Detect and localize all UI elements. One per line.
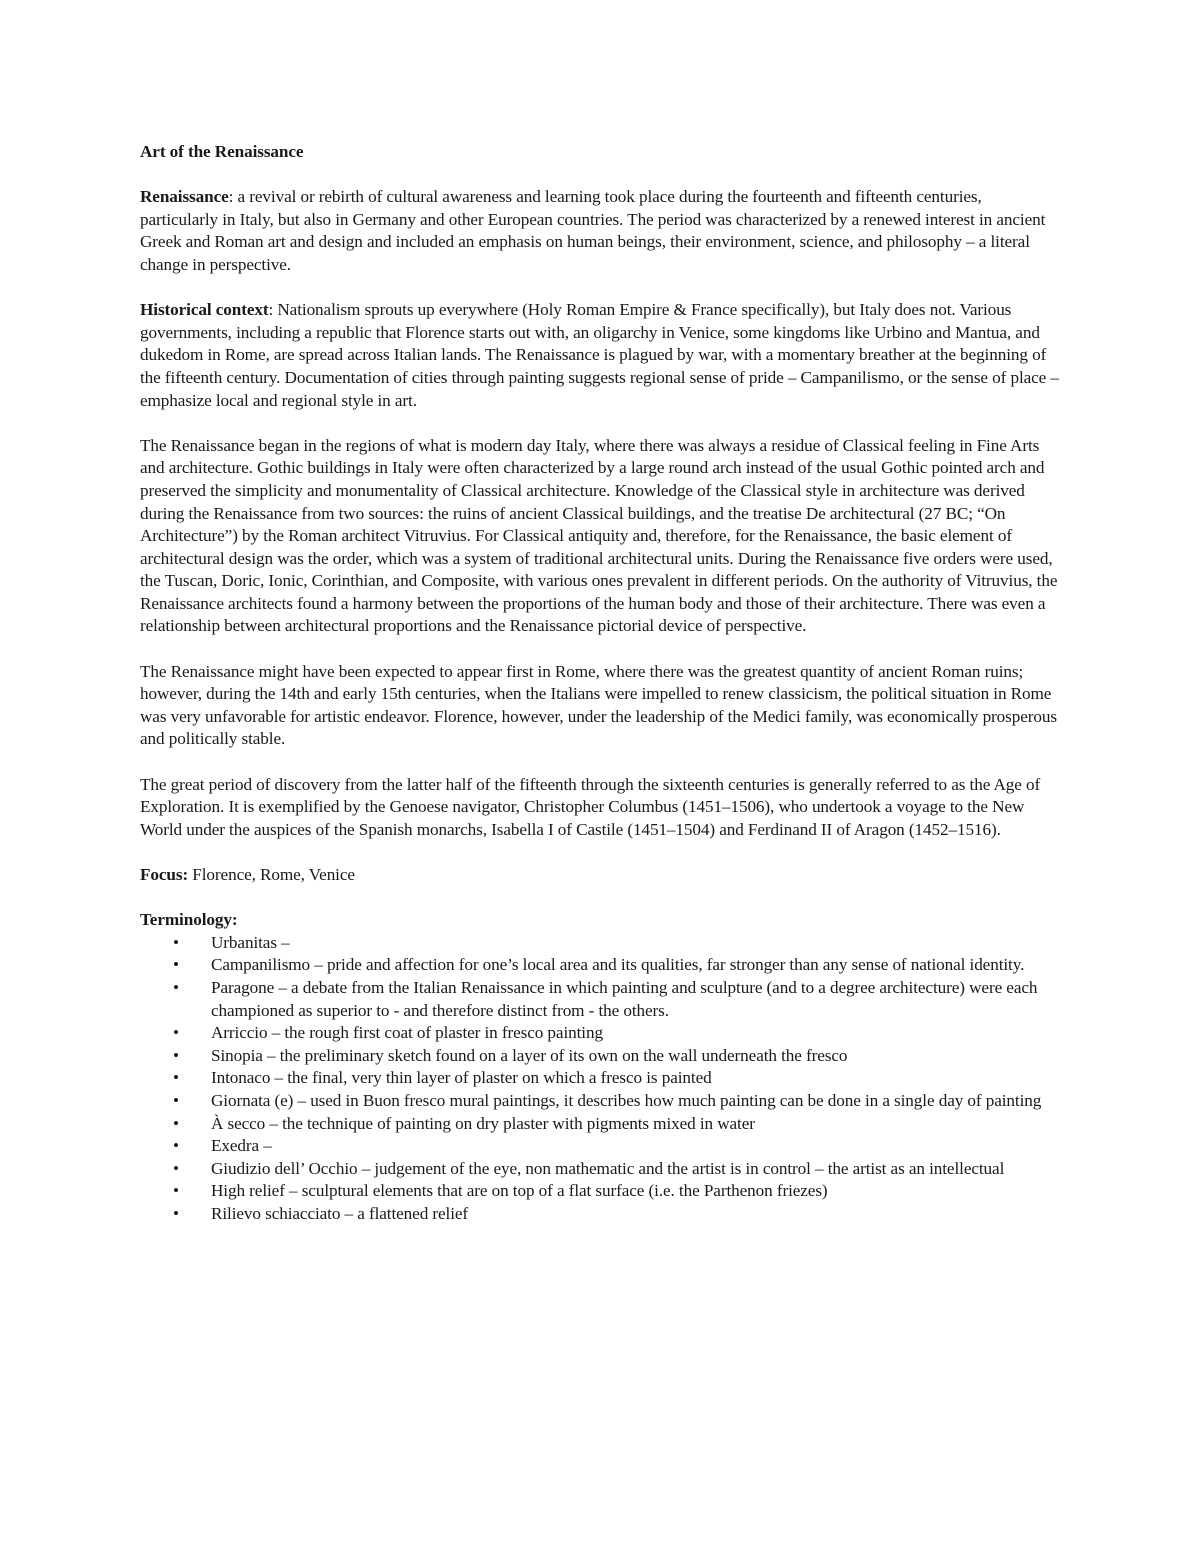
focus-label: Focus: <box>140 865 189 884</box>
list-item <box>140 1180 1060 1203</box>
bullet-icon: • <box>173 1203 179 1223</box>
bullet-icon: • <box>173 1136 179 1156</box>
bullet-icon: • <box>173 932 179 952</box>
list-item <box>140 1090 1060 1113</box>
term-text: Sinopia – the preliminary sketch found on a layer of its own on the wall underneath the fresco <box>211 1045 848 1065</box>
term-text: Giudizio dell’ Occhio – judgement of the eye, non mathematic and the artist is in control – the artist as an intellectual <box>211 1158 1005 1178</box>
renaissance-label: Renaissance <box>140 187 229 207</box>
renaissance-text: : a revival or rebirth of cultural awareness and learning took place during the fourteenth and fifteenth centuries, particularly in Italy, but also in Germany and other European countries. The period was characterized by a renewed interest in ancient Greek and Roman art and design and included an emphasis on human beings, their environment, science, and philosophy – a literal change in perspective. <box>140 187 1046 274</box>
bullet-icon: • <box>173 1181 179 1201</box>
term-text: Intonaco – the final, very thin layer of plaster on which a fresco is painted <box>211 1068 712 1088</box>
list-item <box>140 977 1060 1022</box>
term-text: Paragone – a debate from the Italian Renaissance in which painting and sculpture (and to a degree architecture) were each championed as superior to - and therefore distinct from - the others. <box>211 977 1038 1020</box>
list-item <box>140 1158 1060 1181</box>
term-text: Urbanitas – <box>211 932 290 952</box>
list-item <box>140 1067 1060 1090</box>
term-text: Campanilismo – pride and affection for one’s local area and its qualities, far stronger than any sense of national identity. <box>211 955 1025 975</box>
list-item <box>140 1045 1060 1068</box>
bullet-icon: • <box>173 1090 179 1110</box>
document-page <box>140 141 1060 1226</box>
bullet-icon: • <box>173 977 179 997</box>
terminology-heading: Terminology: <box>140 910 238 930</box>
list-item <box>140 1135 1060 1158</box>
list-item <box>140 954 1060 977</box>
historical-context-text: : Nationalism sprouts up everywhere (Holy Roman Empire & France specifically), but Italy does not. Various governments, including a republic that Florence starts out with, an oligarchy in Venice, some kingdoms like Urbino and Mantua, and dukedom in Rome, are spread across Italian lands. The Renaissance is plagued by war, with a momentary breather at the beginning of the fifteenth century. Documentation of cities through painting suggests regional sense of pride – Campanilismo, or the sense of place – emphasize local and regional style in art. <box>140 300 1059 410</box>
document-title: Art of the Renaissance <box>140 142 304 161</box>
bullet-icon: • <box>173 1158 179 1178</box>
terminology-list <box>140 932 1060 1226</box>
term-text: High relief – sculptural elements that are on top of a flat surface (i.e. the Parthenon friezes) <box>211 1181 828 1201</box>
bullet-icon: • <box>173 1068 179 1088</box>
bullet-icon: • <box>173 955 179 975</box>
historical-context-paragraph <box>140 299 1060 412</box>
body-paragraph-architecture: The Renaissance began in the regions of what is modern day Italy, where there was always a residue of Classical feeling in Fine Arts and architecture. Gothic buildings in Italy were often characterized by a large round arch instead of the usual Gothic pointed arch and preserved the simplicity and monumentality of Classical architecture. Knowledge of the Classical style in architecture was derived during the Renaissance from two sources: the ruins of ancient Classical buildings, and the treatise De architectural (27 BC; “On Architecture”) by the Roman architect Vitruvius. For Classical antiquity and, therefore, for the Renaissance, the basic element of architectural design was the order, which was a system of traditional architectural units. During the Renaissance five orders were used, the Tuscan, Doric, Ionic, Corinthian, and Composite, with various ones prevalent in different periods. On the authority of Vitruvius, the Renaissance architects found a harmony between the proportions of the human body and those of their architecture. There was even a relationship between architectural proportions and the Renaissance pictorial device of perspective. <box>140 435 1058 636</box>
term-text: À secco – the technique of painting on dry plaster with pigments mixed in water <box>211 1113 755 1133</box>
renaissance-paragraph <box>140 186 1060 276</box>
focus-paragraph <box>140 864 1060 887</box>
bullet-icon: • <box>173 1023 179 1043</box>
bullet-icon: • <box>173 1045 179 1065</box>
historical-context-label: Historical context <box>140 300 269 320</box>
term-text: Exedra – <box>211 1136 272 1156</box>
focus-text: Florence, Rome, Venice <box>188 865 355 884</box>
body-paragraph-rome-florence: The Renaissance might have been expected to appear first in Rome, where there was the greatest quantity of ancient Roman ruins; however, during the 14th and early 15th centuries, when the Italians were impelled to renew classicism, the political situation in Rome was very unfavorable for artistic endeavor. Florence, however, under the leadership of the Medici family, was economically prosperous and politically stable. <box>140 661 1057 749</box>
list-item <box>140 932 1060 955</box>
list-item <box>140 1203 1060 1226</box>
list-item <box>140 1113 1060 1136</box>
list-item <box>140 1022 1060 1045</box>
term-text: Arriccio – the rough first coat of plaster in fresco painting <box>211 1023 603 1043</box>
term-text: Giornata (e) – used in Buon fresco mural paintings, it describes how much painting can be done in a single day of painting <box>211 1090 1042 1110</box>
bullet-icon: • <box>173 1113 179 1133</box>
term-text: Rilievo schiacciato – a flattened relief <box>211 1203 469 1223</box>
body-paragraph-exploration: The great period of discovery from the latter half of the fifteenth through the sixteenth centuries is generally referred to as the Age of Exploration. It is exemplified by the Genoese navigator, Christopher Columbus (1451–1506), who undertook a voyage to the New World under the auspices of the Spanish monarchs, Isabella I of Castile (1451–1504) and Ferdinand II of Aragon (1452–1516). <box>140 774 1041 839</box>
